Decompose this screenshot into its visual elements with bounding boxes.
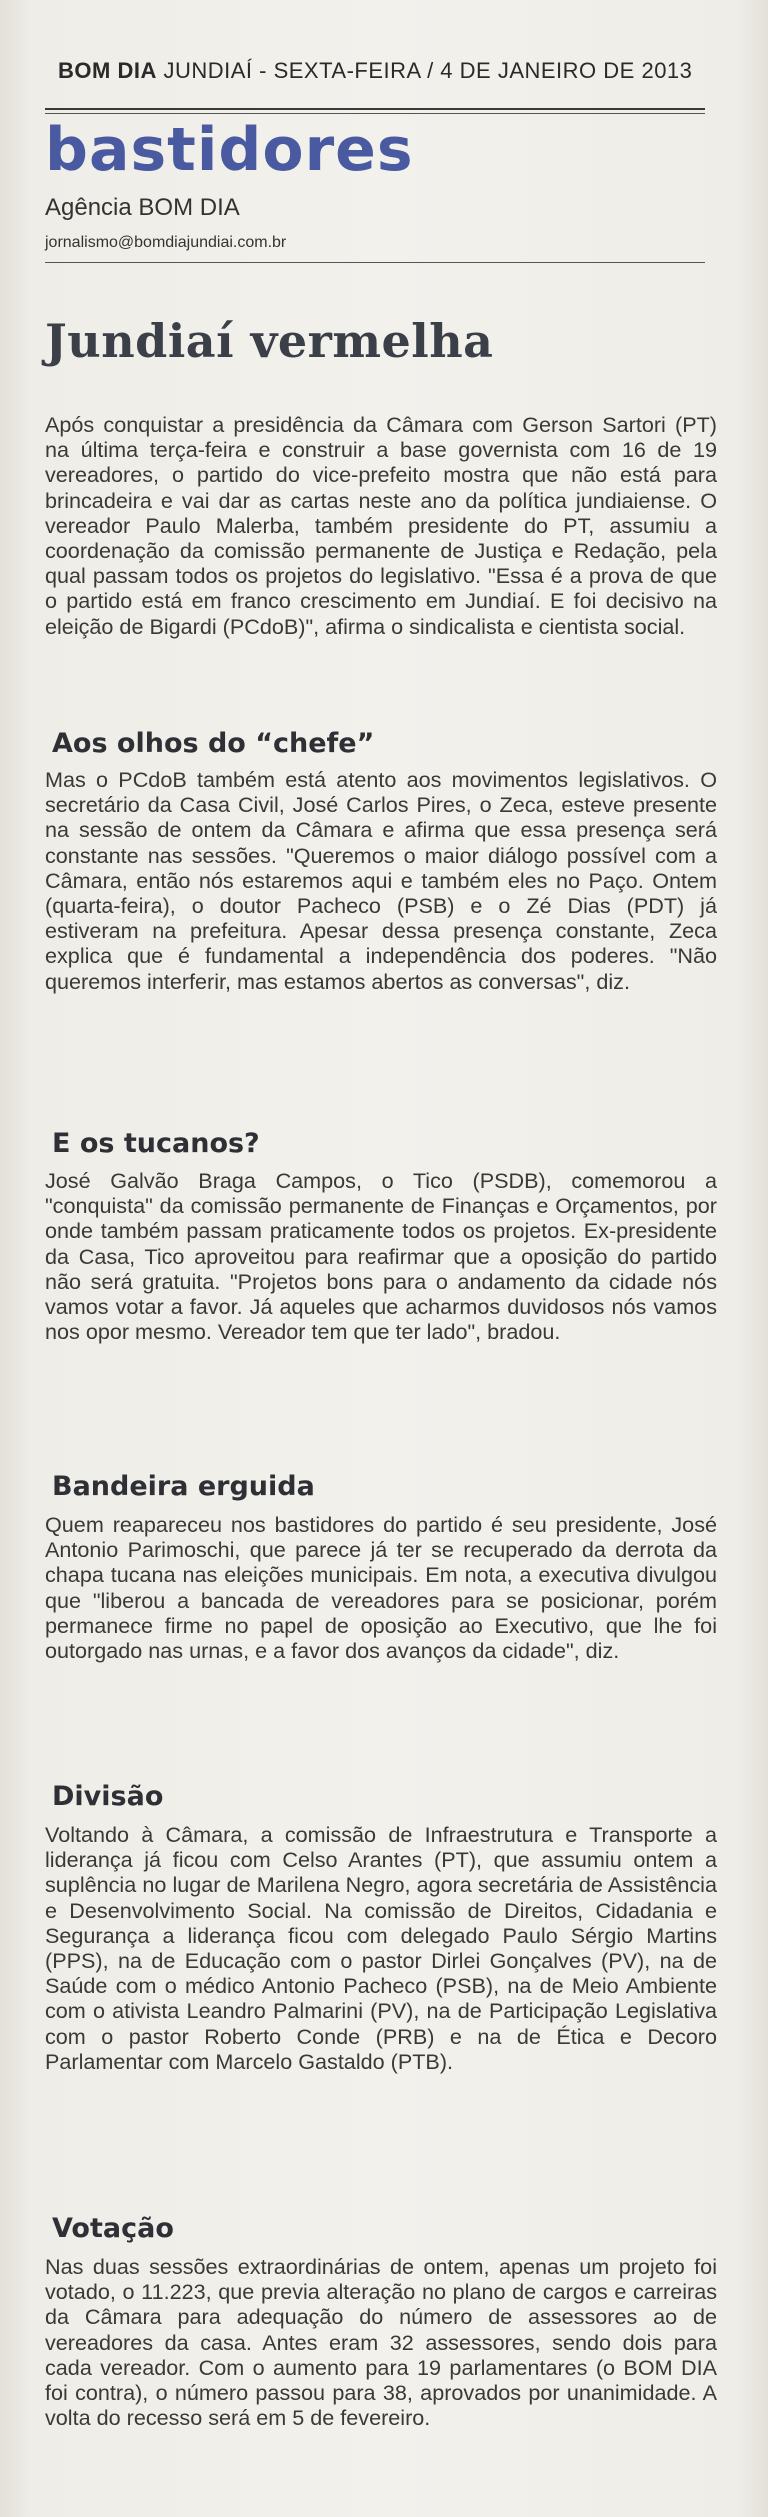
newspaper-brand: BOM DIA: [58, 58, 157, 83]
subheading-aos-olhos: Aos olhos do “chefe”: [52, 728, 375, 759]
contact-email: jornalismo@bomdiajundiai.com.br: [45, 234, 287, 251]
article-headline: Jundiaí vermelha: [45, 314, 494, 368]
paragraph-divisao: Voltando à Câmara, a comissão de Infraestrutura e Transporte a liderança já ficou com Celso Arantes (PT), que assumiu ontem a suplência no lugar de Marilena Negro, agora secretária de Assistência e Desenvolvimento Social. Na comissão de Direitos, Cidadania e Segurança a liderança ficou com delegado Paulo Sérgio Martins (PPS), na de Educação com o pastor Dirlei Gonçalves (PV), na de Saúde com o médico Antonio Pacheco (PSB), na de Meio Ambiente com o ativista Leandro Palmarini (PV), na de Participação Legislativa com o pastor Roberto Conde (PRB) e na de Ética e Decoro Parlamentar com Marcelo Gastaldo (PTB).: [45, 1822, 717, 2074]
agency-byline: Agência BOM DIA: [45, 194, 240, 221]
dateline-header: [58, 58, 708, 84]
header-rule-bottom: [45, 113, 705, 114]
section-title: bastidores: [45, 115, 414, 185]
subheading-divisao: Divisão: [52, 1781, 164, 1812]
section-divider: [45, 262, 705, 263]
subheading-tucanos: E os tucanos?: [52, 1128, 260, 1159]
paragraph-bandeira: Quem reapareceu nos bastidores do partido é seu presidente, José Antonio Parimoschi, que parece já ter se recuperado da derrota da chapa tucana nas eleições municipais. Em nota, a executiva divulgou que "liberou a bancada de vereadores para se posicionar, porém permanece firme no papel de oposição ao Executivo, que lhe foi outorgado nas urnas, e a favor dos avanços da cidade", diz.: [45, 1512, 717, 1664]
dateline: JUNDIAÍ - SEXTA-FEIRA / 4 DE JANEIRO DE 2013: [163, 58, 693, 83]
header-rule-top: [45, 108, 705, 110]
paragraph-aos-olhos: Mas o PCdoB também está atento aos movimentos legislativos. O secretário da Casa Civil, José Carlos Pires, o Zeca, esteve presente na sessão de ontem da Câmara e afirma que essa presença será constante nas sessões. "Queremos o maior diálogo possível com a Câmara, então nós estaremos aqui e também eles no Paço. Ontem (quarta-feira), o doutor Pacheco (PSB) e o Zé Dias (PDT) já estiveram na prefeitura. Apesar dessa presença constante, Zeca explica que é fundamental a independência dos poderes. "Não queremos interferir, mas estamos abertos as conversas", diz.: [45, 767, 717, 994]
paragraph-votacao: Nas duas sessões extraordinárias de ontem, apenas um projeto foi votado, o 11.223, que previa alteração no plano de cargos e carreiras da Câmara para adequação do número de assessores ao de vereadores da casa. Antes eram 32 assessores, sendo dois para cada vereador. Com o aumento para 19 parlamentares (o BOM DIA foi contra), o número passou para 38, aprovados por unanimidade. A volta do recesso será em 5 de fevereiro.: [45, 2254, 717, 2431]
subheading-votacao: Votação: [52, 2213, 174, 2244]
article-intro: Após conquistar a presidência da Câmara com Gerson Sartori (PT) na última terça-feira e construir a base governista com 16 de 19 vereadores, o partido do vice-prefeito mostra que não está para brincadeira e vai dar as cartas neste ano da política jundiaiense. O vereador Paulo Malerba, também presidente do PT, assumiu a coordenação da comissão permanente de Justiça e Redação, pela qual passam todos os projetos do legislativo. "Essa é a prova de que o partido está em franco crescimento em Jundiaí. E foi decisivo na eleição de Bigardi (PCdoB)", afirma o sindicalista e cientista social.: [45, 412, 717, 639]
paragraph-tucanos: José Galvão Braga Campos, o Tico (PSDB), comemorou a "conquista" da comissão permanente de Finanças e Orçamentos, por onde também passam praticamente todos os projetos. Ex-presidente da Casa, Tico aproveitou para reafirmar que a oposição do partido não será gratuita. "Projetos bons para o andamento da cidade nós vamos votar a favor. Já aqueles que acharmos duvidosos nós vamos nos opor mesmo. Vereador tem que ter lado", bradou.: [45, 1168, 717, 1345]
subheading-bandeira: Bandeira erguida: [52, 1471, 315, 1502]
